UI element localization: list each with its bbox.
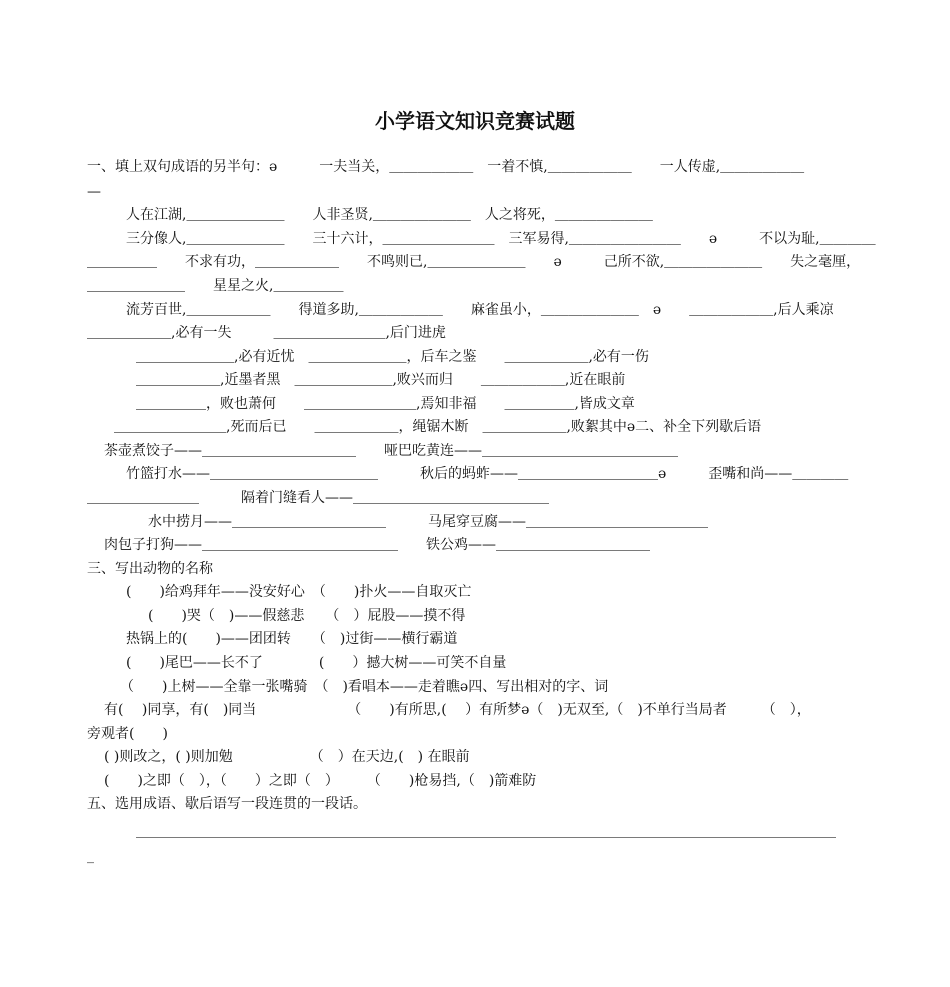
text-line: （ )上树——全靠一张嘴骑 （ )看唱本——走着瞧ə四、写出相对的字、词 bbox=[120, 679, 609, 695]
text-line: 竹篮打水——＿＿＿＿＿＿＿＿＿＿＿＿ 秋后的蚂蚱——＿＿＿＿＿＿＿＿＿＿ə 歪嘴和尚——＿＿＿＿ bbox=[126, 466, 849, 482]
text-line: ＿＿＿＿＿＿＿＿ 隔着门缝看人——＿＿＿＿＿＿＿＿＿＿＿＿＿＿ bbox=[87, 490, 549, 506]
text-line: 热锅上的( )——团团转 （ )过街——横行霸道 bbox=[126, 631, 458, 647]
text-line: ＿＿＿＿＿＿＿＿,死而后已 ＿＿＿＿＿＿，绳锯木断 ＿＿＿＿＿＿,败絮其中ə二、补全下列歇后语 bbox=[114, 419, 762, 435]
text-line: ＿＿＿＿＿＿,近墨者黑 ＿＿＿＿＿＿＿,败兴而归 ＿＿＿＿＿＿,近在眼前 bbox=[136, 372, 626, 388]
text-line: ( )给鸡拜年——没安好心 （ )扑火——自取灭亡 bbox=[126, 584, 472, 600]
text-line: ( )哭（ )——假慈悲 （ ）屁股——摸不得 bbox=[148, 608, 466, 624]
section-heading: 三、写出动物的名称 bbox=[87, 561, 213, 577]
text-line: 茶壶煮饺子——＿＿＿＿＿＿＿＿＿＿＿ 哑巴吃黄连——＿＿＿＿＿＿＿＿＿＿＿＿＿＿ bbox=[104, 443, 678, 459]
text-line: ＿＿＿＿＿＿,必有一失 ＿＿＿＿＿＿＿＿,后门进虎 bbox=[87, 325, 446, 341]
text-line: 人在江湖,＿＿＿＿＿＿＿ 人非圣贤,＿＿＿＿＿＿＿ 人之将死，＿＿＿＿＿＿＿ bbox=[126, 207, 653, 223]
text-line: 一、填上双句成语的另半句：ə 一夫当关，＿＿＿＿＿＿ 一着不慎,＿＿＿＿＿＿ 一人传虚,＿＿＿＿＿＿ bbox=[87, 159, 805, 175]
text-line: ( )之即（ ），（ ）之即（ ） （ )枪易挡,（ )箭难防 bbox=[104, 773, 537, 789]
text-line: 旁观者( ) bbox=[87, 726, 168, 742]
text-line: 水中捞月——＿＿＿＿＿＿＿＿＿＿＿ 马尾穿豆腐——＿＿＿＿＿＿＿＿＿＿＿＿＿ bbox=[148, 514, 708, 530]
page-title: 小学语文知识竞赛试题 bbox=[375, 109, 575, 133]
text-line: ( )则改之，( )则加勉 （ ）在天边,( ) 在眼前 bbox=[104, 749, 470, 765]
text-line: 肉包子打狗——＿＿＿＿＿＿＿＿＿＿＿＿＿＿ 铁公鸡——＿＿＿＿＿＿＿＿＿＿＿ bbox=[104, 537, 650, 553]
text-line: ＿＿＿＿＿，败也萧何 ＿＿＿＿＿＿＿＿,焉知非福 ＿＿＿＿＿,皆成文章 bbox=[136, 396, 635, 412]
answer-line: ＿＿＿＿＿＿＿＿＿＿＿＿＿＿＿＿＿＿＿＿＿＿＿＿＿＿＿＿＿＿＿＿＿＿＿＿＿＿＿＿＿＿＿＿＿＿＿＿＿＿ bbox=[136, 824, 836, 840]
text-line: _ bbox=[87, 848, 94, 864]
text-line: ＿＿＿＿＿＿＿,必有近忧 ＿＿＿＿＿＿＿，后车之鉴 ＿＿＿＿＿＿,必有一伤 bbox=[136, 349, 649, 365]
text-line: — bbox=[87, 184, 101, 200]
text-line: ＿＿＿＿＿ 不求有功，＿＿＿＿＿＿ 不鸣则已,＿＿＿＿＿＿＿ ə 己所不欲,＿＿＿＿＿＿＿ 失之毫厘， bbox=[87, 254, 861, 270]
text-line: 流芳百世,＿＿＿＿＿＿ 得道多助,＿＿＿＿＿＿ 麻雀虽小，＿＿＿＿＿＿＿ ə ＿＿＿＿＿＿,后人乘凉 bbox=[126, 302, 834, 318]
text-line: 三分像人,＿＿＿＿＿＿＿ 三十六计，＿＿＿＿＿＿＿＿ 三军易得,＿＿＿＿＿＿＿＿ ə 不以为耻,＿＿＿＿ bbox=[126, 231, 876, 247]
section-heading: 五、选用成语、歇后语写一段连贯的一段话。 bbox=[87, 796, 367, 812]
text-line: ＿＿＿＿＿＿＿ 星星之火,＿＿＿＿＿ bbox=[87, 278, 344, 294]
text-line: 有( )同享，有( )同当 （ )有所思,( ）有所梦ə（ )无双至,（ )不单行当局者 （ ）， bbox=[104, 702, 811, 718]
text-line: ( )尾巴——长不了 ( ）撼大树——可笑不自量 bbox=[126, 655, 507, 671]
